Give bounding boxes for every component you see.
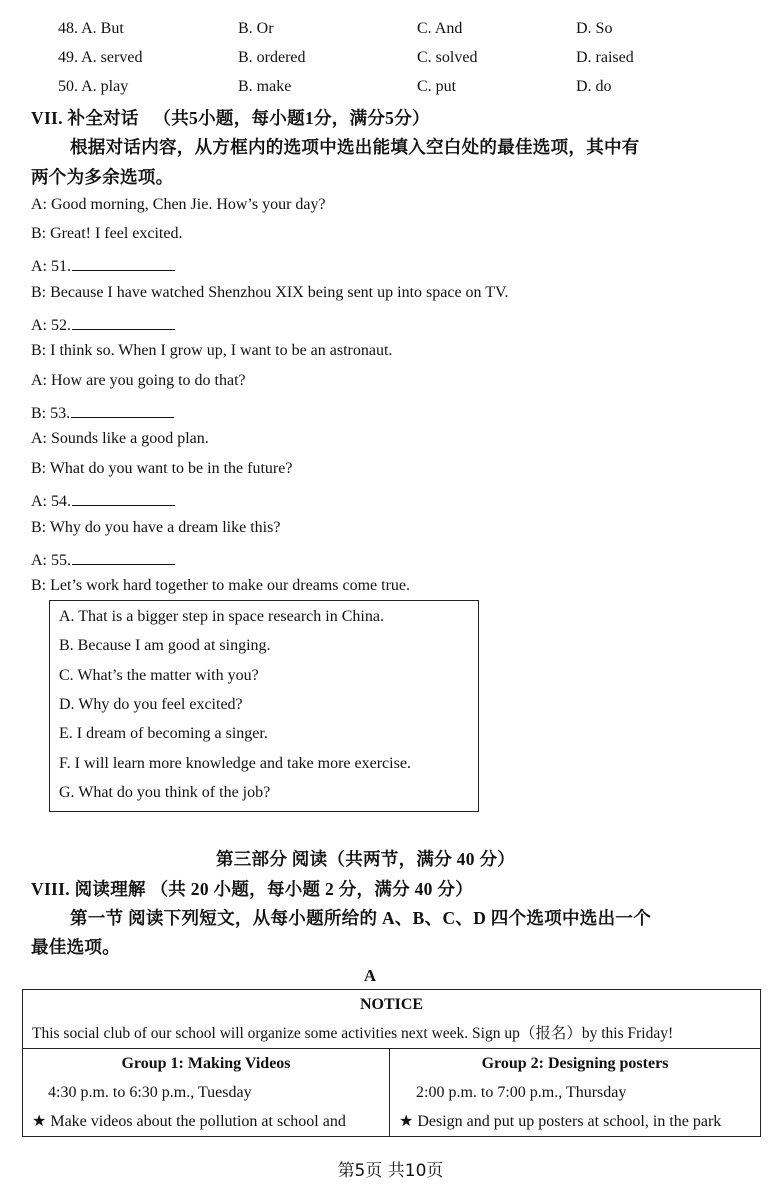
answer-blank-52[interactable] [72, 313, 175, 330]
choice-item: A. That is a bigger step in space research in China. [59, 608, 384, 625]
option-a: 48. A. But [58, 20, 124, 37]
passage-label: A [363, 966, 377, 985]
dialogue-line: A: Good morning, Chen Jie. How’s your day? [31, 196, 326, 213]
dialogue-line: B: Because I have watched Shenzhou XIX being sent up into space on TV. [31, 284, 509, 301]
notice-title: NOTICE [359, 996, 424, 1013]
option-d: D. do [576, 78, 612, 95]
group-2-cell [390, 1049, 761, 1137]
answer-blank-51[interactable] [72, 254, 175, 271]
group-1-cell [23, 1049, 390, 1137]
option-b: B. ordered [238, 49, 306, 66]
choice-item: B. Because I am good at singing. [59, 637, 271, 654]
choice-item: D. Why do you feel excited? [59, 696, 243, 713]
answer-blank-55[interactable] [72, 548, 175, 565]
dialogue-line: B: I think so. When I grow up, I want to be an astronaut. [31, 342, 393, 359]
answer-blank-54[interactable] [72, 489, 175, 506]
dialogue-line: B: Why do you have a dream like this? [31, 519, 281, 536]
option-a: 50. A. play [58, 78, 129, 95]
choice-item: F. I will learn more knowledge and take more exercise. [59, 755, 411, 772]
choice-box [49, 600, 479, 812]
dialogue-line: A: 51. [31, 254, 175, 276]
option-a: 49. A. served [58, 49, 143, 66]
dialogue-line: B: 53. [31, 401, 174, 423]
notice-header-cell [23, 990, 761, 1049]
option-d: D. raised [576, 49, 634, 66]
group-2-title: Group 2: Designing posters [481, 1055, 669, 1072]
option-row-48 [0, 20, 781, 44]
option-d: D. So [576, 20, 613, 37]
dialogue-line: A: 52. [31, 313, 175, 335]
option-c: C. solved [417, 49, 478, 66]
option-row-50 [0, 78, 781, 102]
dialogue-line: B: What do you want to be in the future? [31, 460, 293, 477]
section-7-title: VII. 补全对话 （共5小题，每小题1分，满分5分） [31, 108, 430, 128]
section-8-instruction-line2: 最佳选项。 [31, 937, 120, 957]
section-8-instruction-line1: 第一节 阅读下列短文，从每小题所给的 A、B、C、D 四个选项中选出一个 [70, 908, 652, 928]
dialogue-line: A: How are you going to do that? [31, 372, 246, 389]
part-3-title: 第三部分 阅读（共两节，满分 40 分） [215, 849, 516, 869]
dialogue-line: A: 54. [31, 489, 175, 511]
dialogue-line: A: 55. [31, 548, 175, 570]
option-c: C. And [417, 20, 463, 37]
choice-item: E. I dream of becoming a singer. [59, 725, 268, 742]
group-1-time: 4:30 p.m. to 6:30 p.m., Tuesday [48, 1084, 252, 1101]
group-1-title: Group 1: Making Videos [121, 1055, 291, 1072]
option-b: B. make [238, 78, 292, 95]
group-2-time: 2:00 p.m. to 7:00 p.m., Thursday [416, 1084, 627, 1101]
choice-item: G. What do you think of the job? [59, 784, 271, 801]
option-c: C. put [417, 78, 457, 95]
notice-table [22, 989, 761, 1137]
option-b: B. Or [238, 20, 274, 37]
section-7-instruction-line1: 根据对话内容，从方框内的选项中选出能填入空白处的最佳选项，其中有 [70, 137, 640, 157]
section-7-instruction-line2: 两个为多余选项。 [31, 167, 174, 187]
dialogue-line: B: Great! I feel excited. [31, 225, 183, 242]
section-8-title: VIII. 阅读理解 （共 20 小题，每小题 2 分，满分 40 分） [31, 879, 473, 899]
notice-intro: This social club of our school will organize some activities next week. Sign up（报名）by this Friday! [32, 1025, 674, 1042]
dialogue-line: A: Sounds like a good plan. [31, 430, 209, 447]
page-footer: 第5页 共10页 [337, 1161, 444, 1181]
choice-item: C. What’s the matter with you? [59, 667, 259, 684]
group-1-detail: ★ Make videos about the pollution at school and [32, 1113, 346, 1130]
dialogue-line: B: Let’s work hard together to make our dreams come true. [31, 577, 410, 594]
answer-blank-53[interactable] [71, 401, 174, 418]
option-row-49 [0, 49, 781, 73]
group-2-detail: ★ Design and put up posters at school, in the park [399, 1113, 722, 1130]
